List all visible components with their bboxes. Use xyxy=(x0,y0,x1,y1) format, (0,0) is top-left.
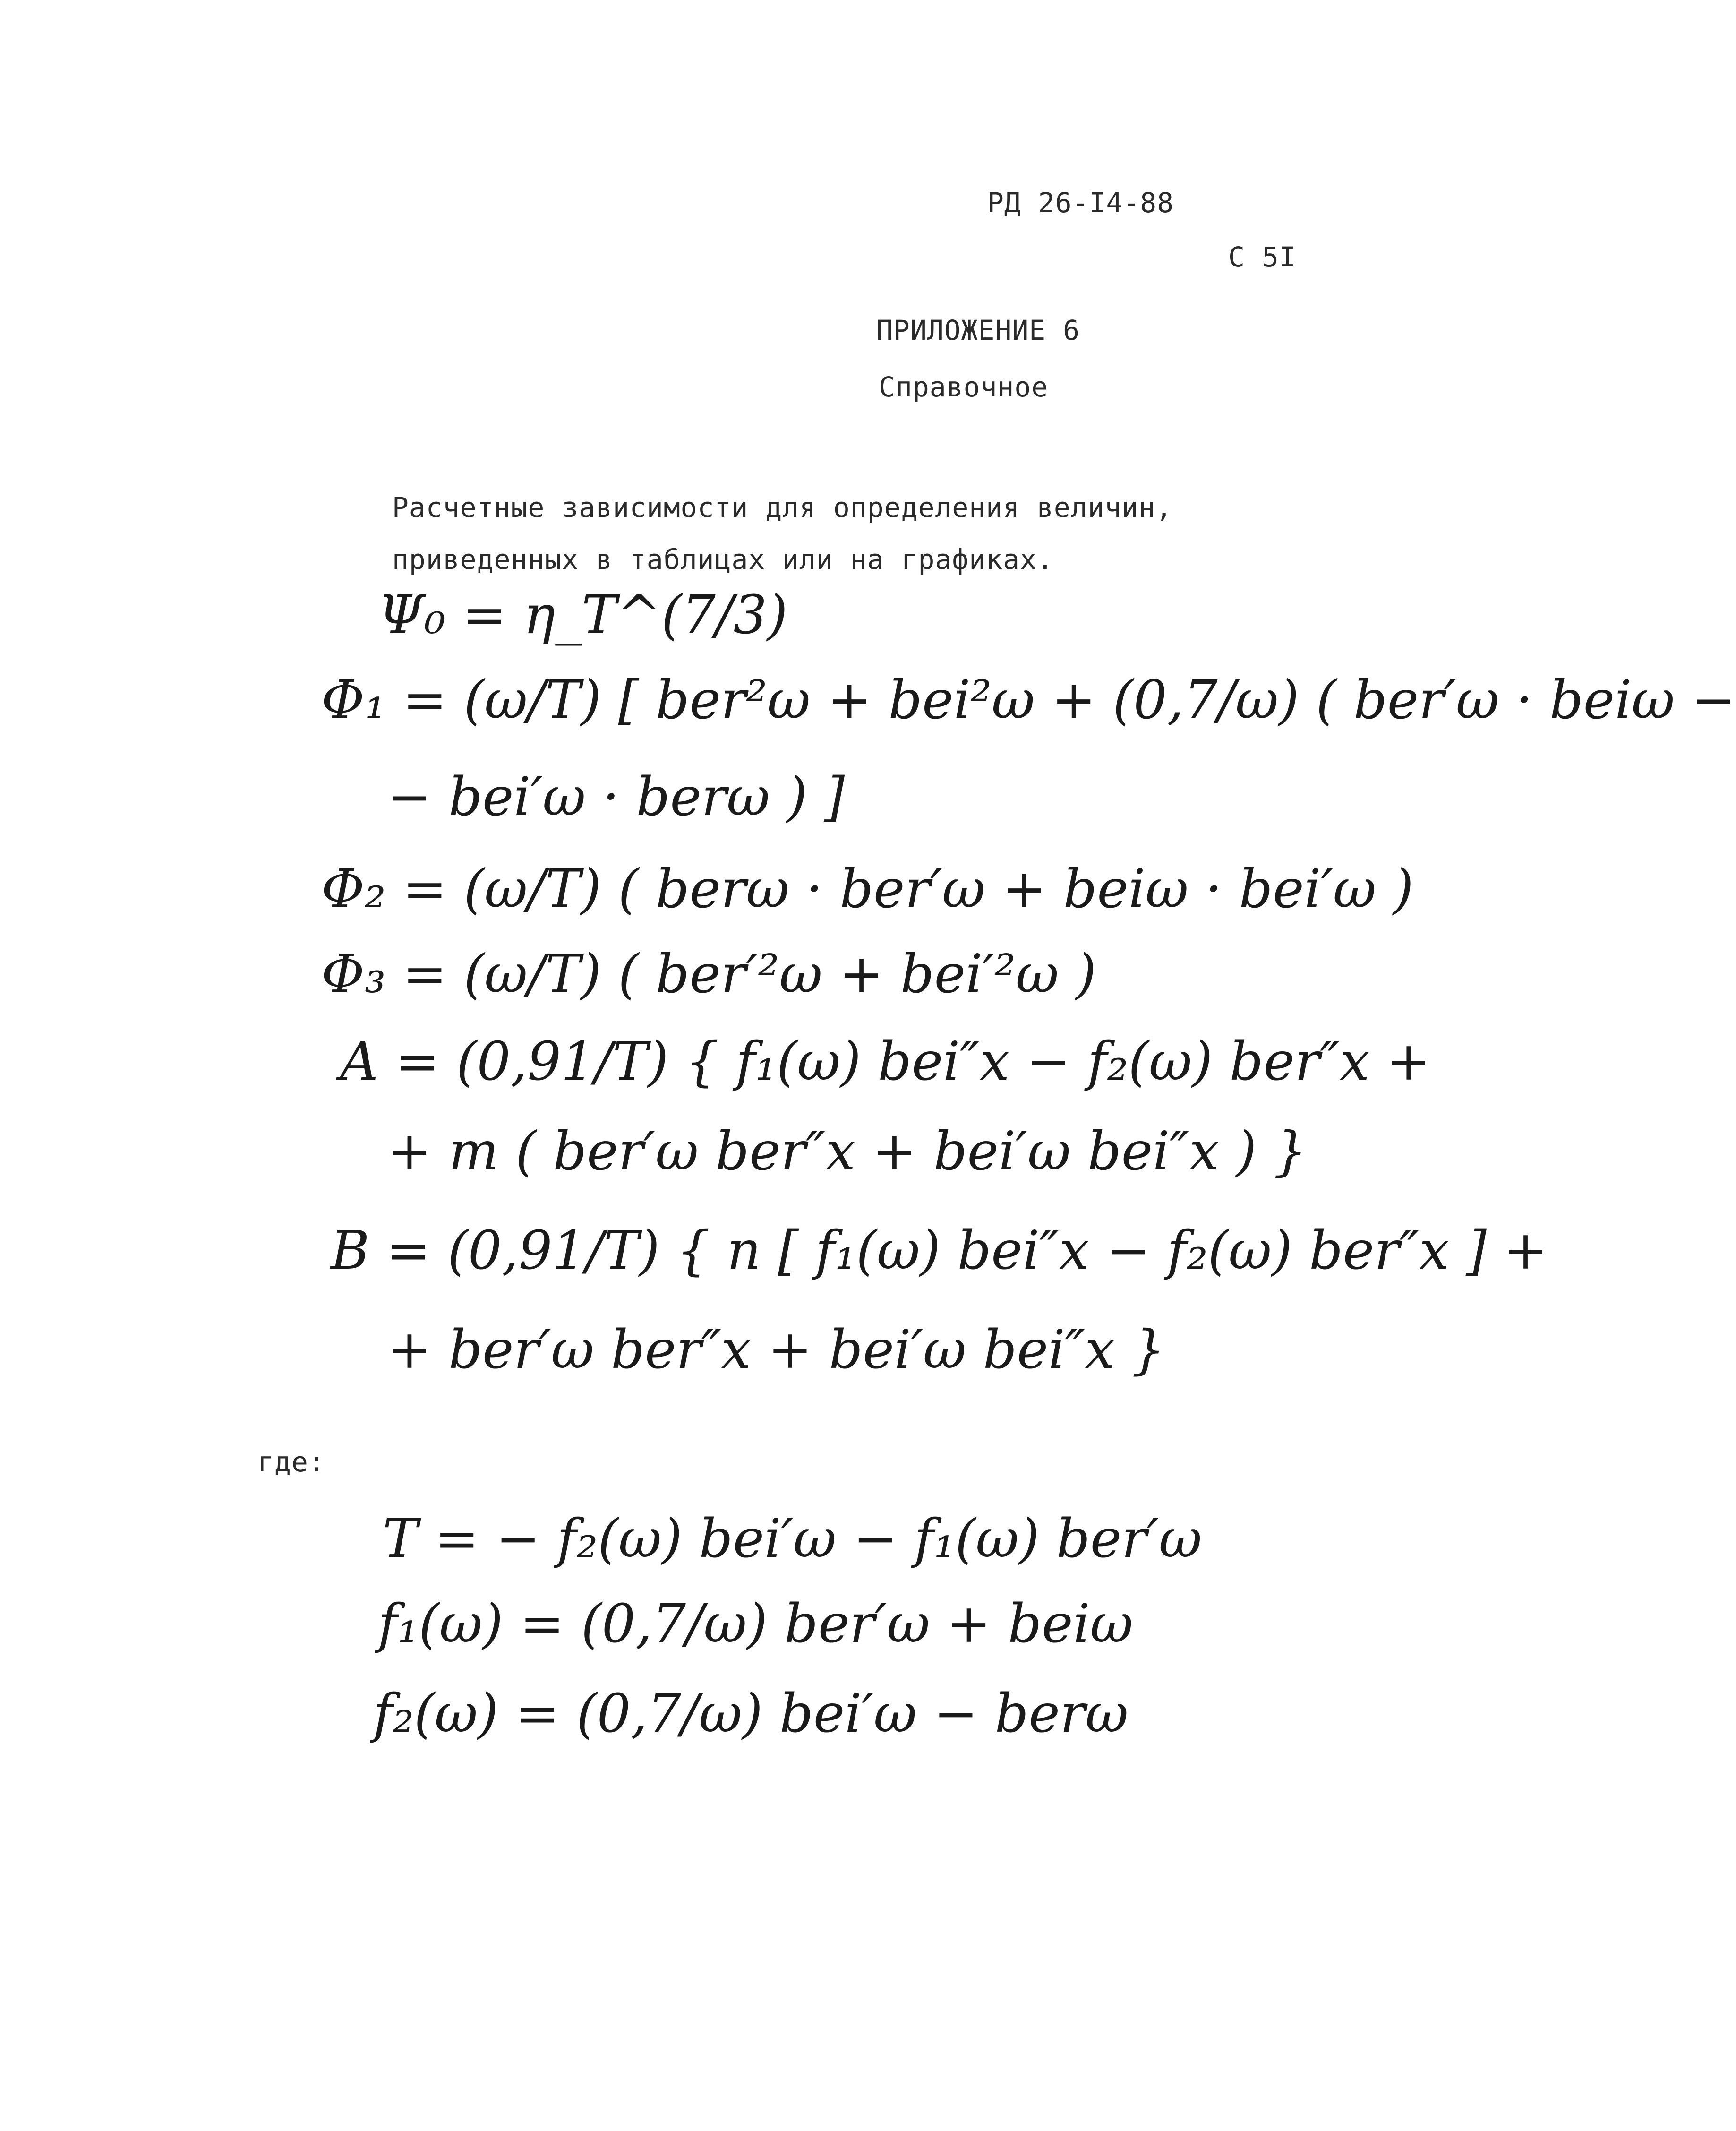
definition-text: T = − f₂(ω) bei′ω − f₁(ω) ber′ω xyxy=(383,1508,1202,1570)
definition-text: f₂(ω) = (0,7/ω) bei′ω − berω xyxy=(373,1683,1129,1744)
where-label: где: xyxy=(257,1446,325,1478)
formula-text: − bei′ω · berω ) ] xyxy=(387,766,845,828)
appendix-title: ПРИЛОЖЕНИЕ 6 xyxy=(876,314,1080,346)
appendix-subtitle: Справочное xyxy=(879,371,1049,403)
formula-text: + m ( ber′ω ber″x + bei′ω bei″x ) } xyxy=(387,1121,1308,1182)
formula-text: Ψ₀ = η_T^(7/3) xyxy=(378,584,788,646)
formula-text: Φ₁ = (ω/T) [ ber²ω + bei²ω + (0,7/ω) ( ber′ω · beiω − xyxy=(321,670,1736,731)
formula-text: Φ₃ = (ω/T) ( ber′²ω + bei′²ω ) xyxy=(321,944,1096,1005)
formula-text: A = (0,91/T) { f₁(ω) bei″x − f₂(ω) ber″x + xyxy=(340,1031,1431,1092)
intro-text-line-1: Расчетные зависимости для определения величин, xyxy=(392,491,1173,524)
formula-text: Φ₂ = (ω/T) ( berω · ber′ω + beiω · bei′ω ) xyxy=(321,859,1414,920)
formula-text: + ber′ω ber″x + bei′ω bei″x } xyxy=(387,1319,1165,1381)
page-number: С 5I xyxy=(1228,241,1296,273)
intro-text-line-2: приведенных в таблицах или на графиках. xyxy=(392,543,1054,576)
formula-text: B = (0,91/T) { n [ f₁(ω) bei″x − f₂(ω) ber″x ] + xyxy=(331,1220,1548,1281)
document-code: РД 26-I4-88 xyxy=(987,187,1174,219)
definition-text: f₁(ω) = (0,7/ω) ber′ω + beiω xyxy=(378,1593,1133,1655)
